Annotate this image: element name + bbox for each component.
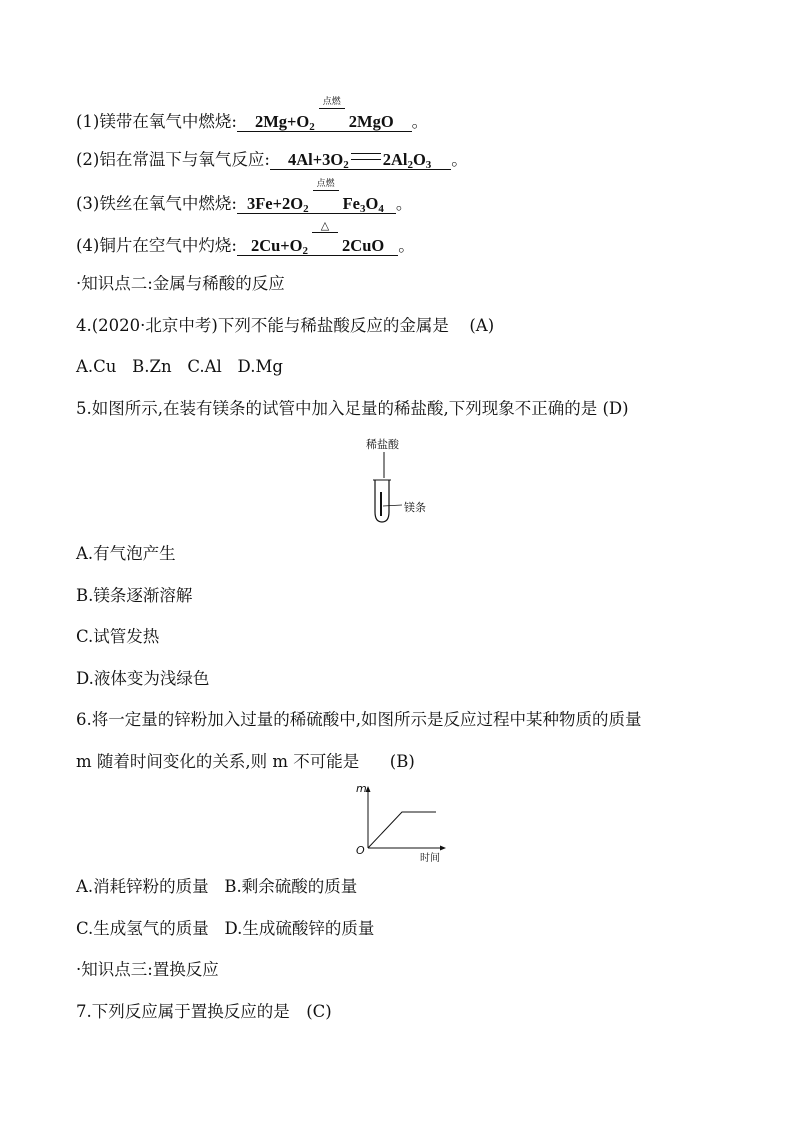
test-tube-figure <box>360 436 440 526</box>
question-6-line-1: 6.将一定量的锌粉加入过量的稀硫酸中,如图所示是反应过程中某种物质的质量 <box>76 710 642 729</box>
reaction-3-label: (3)铁丝在氧气中燃烧: <box>76 194 237 213</box>
reaction-3: (3)铁丝在氧气中燃烧: $3Fe+2O_2$ 点燃 $Fe_3O_4$ 。 <box>76 179 413 215</box>
reaction-3-condition: 点燃 <box>309 195 343 213</box>
reaction-2-label: (2)铝在常温下与氧气反应: <box>76 150 270 169</box>
question-7-stem: 7.下列反应属于置换反应的是 <box>76 1002 290 1021</box>
question-4-answer: (A) <box>469 316 495 335</box>
test-tube-icon <box>360 436 440 526</box>
heat-delta-icon: △ <box>320 219 330 232</box>
question-5-option-d: D.液体变为浅绿色 <box>76 669 210 688</box>
question-5-option-a: A.有气泡产生 <box>76 544 176 563</box>
reaction-1-label: (1)镁带在氧气中燃烧: <box>76 112 237 131</box>
section-heading-2: ·知识点二:金属与稀酸的反应 <box>76 274 285 293</box>
reaction-4-label: (4)铜片在空气中灼烧: <box>76 236 237 255</box>
question-6-stem: m 随着时间变化的关系,则 m 不可能是 <box>76 752 360 771</box>
reaction-4: (4)铜片在空气中灼烧: $2Cu+O_2$ △ 2CuO 。 <box>76 219 415 257</box>
question-4-options: A.Cu B.Zn C.Al D.Mg <box>76 357 283 376</box>
magnesium-ribbon-label: 镁条 <box>404 501 426 514</box>
y-axis-label: m <box>356 782 367 795</box>
section-heading-3: ·知识点三:置换反应 <box>76 960 219 979</box>
reaction-4-equation: $2Cu+O_2$ △ 2CuO <box>237 237 398 256</box>
question-6-line-2 <box>76 751 415 773</box>
question-6-answer: (B) <box>389 752 415 771</box>
question-4 <box>76 315 494 337</box>
reaction-4-condition <box>308 219 342 255</box>
question-5-answer: (D) <box>602 399 629 418</box>
reaction-1-equation: $2Mg+O_2$ 点燃 2MgO <box>237 113 412 132</box>
question-4-stem: 4.(2020·北京中考)下列不能与稀盐酸反应的金属是 <box>76 316 449 335</box>
question-6-options-row-2: C.生成氢气的质量 D.生成硫酸锌的质量 <box>76 919 375 938</box>
reaction-1: (1)镁带在氧气中燃烧: $2Mg+O_2$ 点燃 2MgO 。 <box>76 97 429 133</box>
mass-time-graph <box>350 782 450 862</box>
question-7 <box>76 1001 332 1023</box>
equals-sign <box>351 153 381 160</box>
question-5-stem: 5.如图所示,在装有镁条的试管中加入足量的稀盐酸,下列现象不正确的是 <box>76 399 598 418</box>
question-5 <box>76 398 629 420</box>
origin-label: O <box>356 844 365 857</box>
question-6-options-row-1: A.消耗锌粉的质量 B.剩余硫酸的质量 <box>76 877 358 896</box>
question-5-option-b: B.镁条逐渐溶解 <box>76 586 193 605</box>
x-axis-label: 时间 <box>420 853 440 864</box>
question-5-option-c: C.试管发热 <box>76 627 160 646</box>
hydrochloric-acid-label: 稀盐酸 <box>366 438 399 451</box>
reaction-2: (2)铝在常温下与氧气反应: $4Al+3O_2$ $2Al_2O_3$ 。 <box>76 150 468 171</box>
reaction-3-equation: $3Fe+2O_2$ 点燃 $Fe_3O_4$ <box>237 195 396 214</box>
reaction-2-equation: $4Al+3O_2$ $2Al_2O_3$ <box>270 151 451 170</box>
question-7-answer: (C) <box>306 1002 332 1021</box>
reaction-1-condition: 点燃 <box>315 113 349 131</box>
